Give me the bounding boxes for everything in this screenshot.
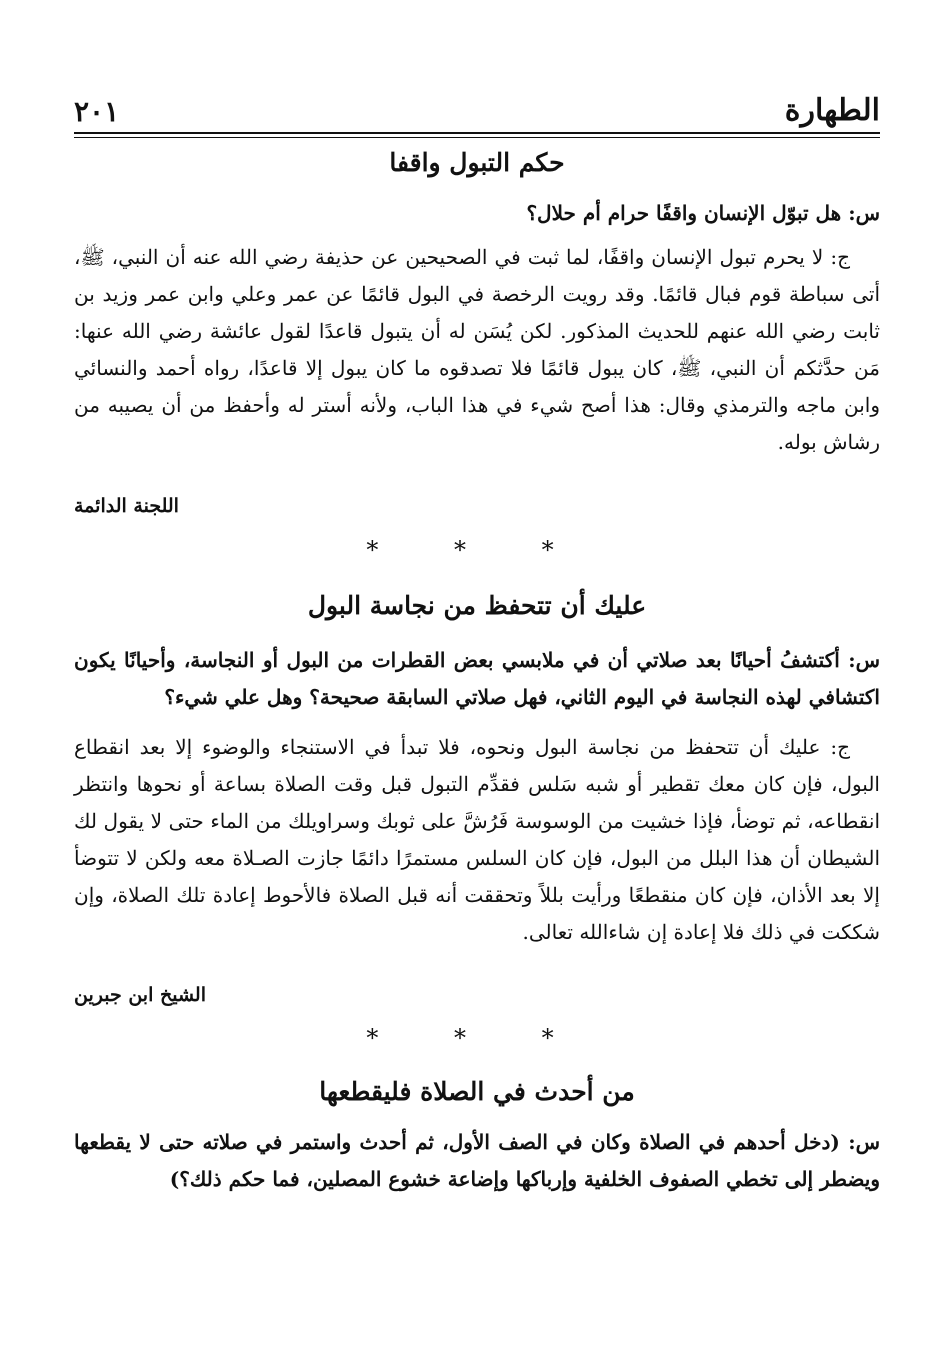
page-number: ٢٠١ [74,95,120,128]
section-3-question: س: (دخل أحدهم في الصلاة وكان في الصف الأول، ثم أحدث واستمر في صلاته حتى لا يقطعها ويضطر إلى تخطي الصفوف الخلفية وإرباكها وإضاعة خشوع المصلين، فما حكم ذلك؟) [74,1130,880,1191]
section-1-answer: ج: لا يحرم تبول الإنسان واقفًا، لما ثبت في الصحيحين عن حذيفة رضي الله عنه أن النبي، ﷺ، أتى سباطة قوم فبال قائمًا. وقد رويت الرخصة في البول قائمًا عن عمر وعلي وابن عمر وزيد بن ثابت رضي الله عنهم للحديث المذكور. لكن يُسَن له أن يتبول قاعدًا لقول عائشة رضي الله عنها: مَن حدَّثكم أن النبي، ﷺ، كان يبول قائمًا فلا تصدقوه ما كان يبول إلا قاعدًا، رواه أحمد والنسائي وابن ماجه والترمذي وقال: هذا أصح شيء في هذا الباب، ولأنه أستر له وأحفظ من أن يصيبه من رشاش بوله. [74,245,880,454]
running-title: الطهارة [784,93,880,128]
section-1-question: س: هل تبوّل الإنسان واقفًا حرام أم حلال؟ [526,201,880,225]
section-2-title: عليك أن تتحفظ من نجاسة البول [307,591,647,620]
section-2-signature: الشيخ ابن جبرين [74,984,206,1006]
page-header [74,82,880,128]
section-2-question: س: أكتشفُ أحيانًا بعد صلاتي أن في ملابسي بعض القطرات من البول أو النجاسة، وأحيانًا يكون اكتشافي لهذه النجاسة في اليوم الثاني، فهل صلاتي السابقة صحيحة؟ وهل علي شيء؟ [74,648,880,709]
separator-stars-1: * * * [366,536,588,564]
separator-stars-2: * * * [366,1024,588,1052]
section-3-title: من أحدث في الصلاة فليقطعها [319,1077,635,1106]
header-rule-thin [74,137,880,138]
section-1-signature: اللجنة الدائمة [74,495,179,517]
section-2-answer: ج: عليك أن تتحفظ من نجاسة البول ونحوه، فلا تبدأ في الاستنجاء والوضوء إلا بعد انقطاع البول، فإن كان معك تقطير أو شبه سَلس فقدِّم التبول قبل وقت الصلاة بساعة أو نحوها وانتظر انقطاعه، ثم توضأ، فإذا خشيت من الوسوسة فَرُشَّ على ثوبك وسراويلك من الماء حتى لا يقول لك الشيطان أن هذا البلل من البول، فإن كان السلس مستمرًا دائمًا جازت الصـلاة معه ولكن لا تتوضأ إلا بعد الأذان، فإن كان منقطعًا ورأيت بللاً وتحققت أنه قبل الصلاة فالأحوط إعادة تلك الصلاة، وإن شككت في ذلك فلا إعادة إن شاءالله تعالى. [74,735,880,944]
header-rule-thick [74,132,880,134]
section-1-title: حكم التبول واقفا [389,148,565,177]
